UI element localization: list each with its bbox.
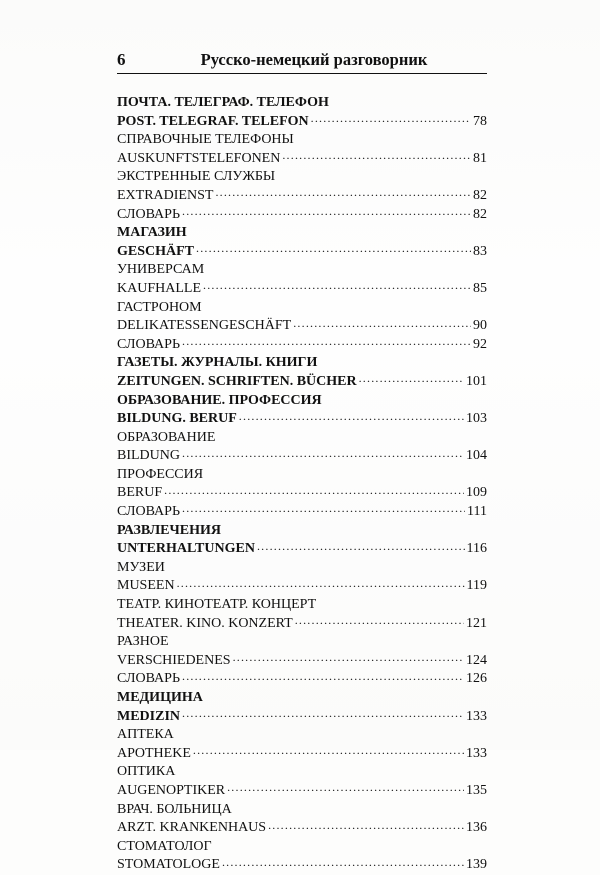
toc-entry-title: KAUFHALLE xyxy=(117,280,201,296)
dot-leader xyxy=(239,410,464,422)
toc-entry-title: ПРОФЕССИЯ xyxy=(117,466,204,482)
toc-entry-title: AUSKUNFTSTELEFONEN xyxy=(117,150,281,166)
toc-entry-page: 135 xyxy=(466,782,487,798)
dot-leader xyxy=(182,670,464,682)
dot-leader xyxy=(177,577,465,589)
toc-entry xyxy=(117,708,487,727)
dot-leader xyxy=(164,484,464,496)
toc-entry-page: 104 xyxy=(466,448,487,464)
toc-entry-title: СТОМАТОЛОГ xyxy=(117,838,212,854)
toc-entry-title: ОПТИКА xyxy=(117,764,176,780)
toc-entry xyxy=(117,782,487,801)
toc-entry-page: 81 xyxy=(473,150,487,166)
toc-entry xyxy=(117,94,487,113)
page-number: 6 xyxy=(117,50,126,69)
toc-entry xyxy=(117,280,487,299)
dot-leader xyxy=(182,447,464,459)
toc-entry-title: СЛОВАРЬ xyxy=(117,671,180,687)
toc-entry xyxy=(117,224,487,243)
toc-entry xyxy=(117,763,487,782)
toc-entry-page: 82 xyxy=(473,206,487,222)
dot-leader xyxy=(293,317,471,329)
dot-leader xyxy=(257,540,465,552)
toc-entry-title: BERUF xyxy=(117,485,163,501)
toc-entry-page: 82 xyxy=(473,187,487,203)
toc-entry xyxy=(117,726,487,745)
toc-entry xyxy=(117,429,487,448)
dot-leader xyxy=(359,373,464,385)
toc-entry-title: МЕДИЦИНА xyxy=(117,690,203,705)
toc-entry xyxy=(117,484,487,503)
toc-entry-page: 136 xyxy=(466,820,487,836)
toc-entry-title: VERSCHIEDENES xyxy=(117,652,231,668)
toc-entry xyxy=(117,354,487,373)
toc-entry-title: СЛОВАРЬ xyxy=(117,336,180,352)
toc-entry xyxy=(117,447,487,466)
toc-entry xyxy=(117,522,487,541)
toc-entry-page: 121 xyxy=(466,615,487,631)
dot-leader xyxy=(182,206,471,218)
toc-entry-title: MEDIZIN xyxy=(117,708,181,724)
toc-entry-page: 111 xyxy=(467,504,487,520)
toc-entry-title: ЭКСТРЕННЫЕ СЛУЖБЫ xyxy=(117,169,276,185)
toc-entry xyxy=(117,206,487,225)
toc-entry-title: DELIKATESSENGESCHÄFT xyxy=(117,318,292,334)
toc-entry-title: ГАЗЕТЫ. ЖУРНАЛЫ. КНИГИ xyxy=(117,355,318,371)
running-title: Русско-немецкий разговорник xyxy=(200,50,428,69)
toc-entry-page: 101 xyxy=(466,373,487,389)
toc-entry-title: ТЕАТР. КИНОТЕАТР. КОНЦЕРТ xyxy=(117,597,317,613)
toc-entry-title: BILDUNG. BERUF xyxy=(117,411,237,427)
dot-leader xyxy=(182,503,465,515)
toc-entry-title: THEATER. KINO. KONZERT xyxy=(117,615,293,631)
toc-entry-title: GESCHÄFT xyxy=(117,243,195,259)
toc-entry-title: РАЗВЛЕЧЕНИЯ xyxy=(117,522,221,538)
toc-entry-title: MUSEEN xyxy=(117,578,175,594)
toc-entry-title: ОБРАЗОВАНИЕ. ПРОФЕССИЯ xyxy=(117,392,322,408)
toc-entry xyxy=(117,801,487,820)
toc-entry xyxy=(117,670,487,689)
dot-leader xyxy=(203,280,471,292)
dot-leader xyxy=(196,243,471,255)
toc-entry xyxy=(117,745,487,764)
toc-entry-page: 85 xyxy=(473,280,487,296)
toc-entry-title: МАГАЗИН xyxy=(117,225,187,241)
toc-entry-title: EXTRADIENST xyxy=(117,187,214,203)
toc-entry xyxy=(117,261,487,280)
toc-entry xyxy=(117,168,487,187)
toc-entry-title: UNTERHALTUNGEN xyxy=(117,541,255,557)
toc-entry xyxy=(117,187,487,206)
toc-entry-title: POST. TELEGRAF. TELEFON xyxy=(117,113,309,129)
toc-entry-title: STOMATOLOGE xyxy=(117,857,220,873)
toc-entry-title: РАЗНОЕ xyxy=(117,634,169,650)
table-of-contents xyxy=(117,94,487,875)
toc-entry xyxy=(117,317,487,336)
toc-entry xyxy=(117,689,487,708)
toc-entry-title: ВРАЧ. БОЛЬНИЦА xyxy=(117,801,232,817)
toc-entry xyxy=(117,577,487,596)
toc-entry-title: УНИВЕРСАМ xyxy=(117,262,205,278)
toc-entry xyxy=(117,392,487,411)
toc-entry xyxy=(117,540,487,559)
toc-entry xyxy=(117,150,487,169)
dot-leader xyxy=(193,745,464,757)
dot-leader xyxy=(295,615,464,627)
toc-entry-title: ОБРАЗОВАНИЕ xyxy=(117,429,216,445)
toc-entry-page: 78 xyxy=(473,113,487,129)
toc-entry xyxy=(117,373,487,392)
toc-entry xyxy=(117,336,487,355)
toc-entry xyxy=(117,299,487,318)
toc-entry-page: 90 xyxy=(473,318,487,334)
toc-entry-title: СЛОВАРЬ xyxy=(117,504,180,520)
page-header xyxy=(117,44,487,74)
toc-entry xyxy=(117,131,487,150)
dot-leader xyxy=(215,187,471,199)
toc-entry-title: BILDUNG xyxy=(117,448,180,464)
toc-entry xyxy=(117,652,487,671)
toc-entry-page: 109 xyxy=(466,485,487,501)
dot-leader xyxy=(233,652,464,664)
toc-entry-title: ZEITUNGEN. SCHRIFTEN. BÜCHER xyxy=(117,373,357,389)
dot-leader xyxy=(182,708,464,720)
toc-entry-page: 133 xyxy=(466,745,487,761)
toc-entry xyxy=(117,410,487,429)
toc-entry-title: СЛОВАРЬ xyxy=(117,206,180,222)
toc-entry xyxy=(117,113,487,132)
toc-entry-title: СПРАВОЧНЫЕ ТЕЛЕФОНЫ xyxy=(117,132,294,148)
dot-leader xyxy=(222,856,464,868)
toc-entry-page: 103 xyxy=(466,411,487,427)
toc-entry-title: ARZT. KRANKENHAUS xyxy=(117,820,267,836)
toc-entry-page: 126 xyxy=(466,671,487,687)
toc-entry-title: ГАСТРОНОМ xyxy=(117,299,202,315)
toc-entry xyxy=(117,466,487,485)
toc-entry-title: АПТЕКА xyxy=(117,727,174,743)
dot-leader xyxy=(227,782,464,794)
dot-leader xyxy=(268,819,464,831)
toc-entry xyxy=(117,633,487,652)
toc-entry-page: 133 xyxy=(466,708,487,724)
toc-entry-title: APOTHEKE xyxy=(117,745,191,761)
toc-entry-title: ПОЧТА. ТЕЛЕГРАФ. ТЕЛЕФОН xyxy=(117,95,329,110)
toc-entry-page: 92 xyxy=(473,336,487,352)
toc-entry-page: 119 xyxy=(466,578,487,594)
toc-entry xyxy=(117,819,487,838)
toc-entry-title: МУЗЕИ xyxy=(117,559,165,575)
toc-entry xyxy=(117,838,487,857)
toc-entry xyxy=(117,503,487,522)
toc-entry-page: 116 xyxy=(466,541,487,557)
toc-entry-page: 139 xyxy=(466,857,487,873)
toc-entry xyxy=(117,596,487,615)
dot-leader xyxy=(311,113,471,125)
dot-leader xyxy=(182,336,471,348)
dot-leader xyxy=(282,150,471,162)
toc-entry-page: 124 xyxy=(466,652,487,668)
toc-entry xyxy=(117,856,487,875)
toc-entry xyxy=(117,615,487,634)
toc-entry-page: 83 xyxy=(473,243,487,259)
toc-entry xyxy=(117,243,487,262)
toc-entry xyxy=(117,559,487,578)
toc-entry-title: AUGENOPTIKER xyxy=(117,782,226,798)
